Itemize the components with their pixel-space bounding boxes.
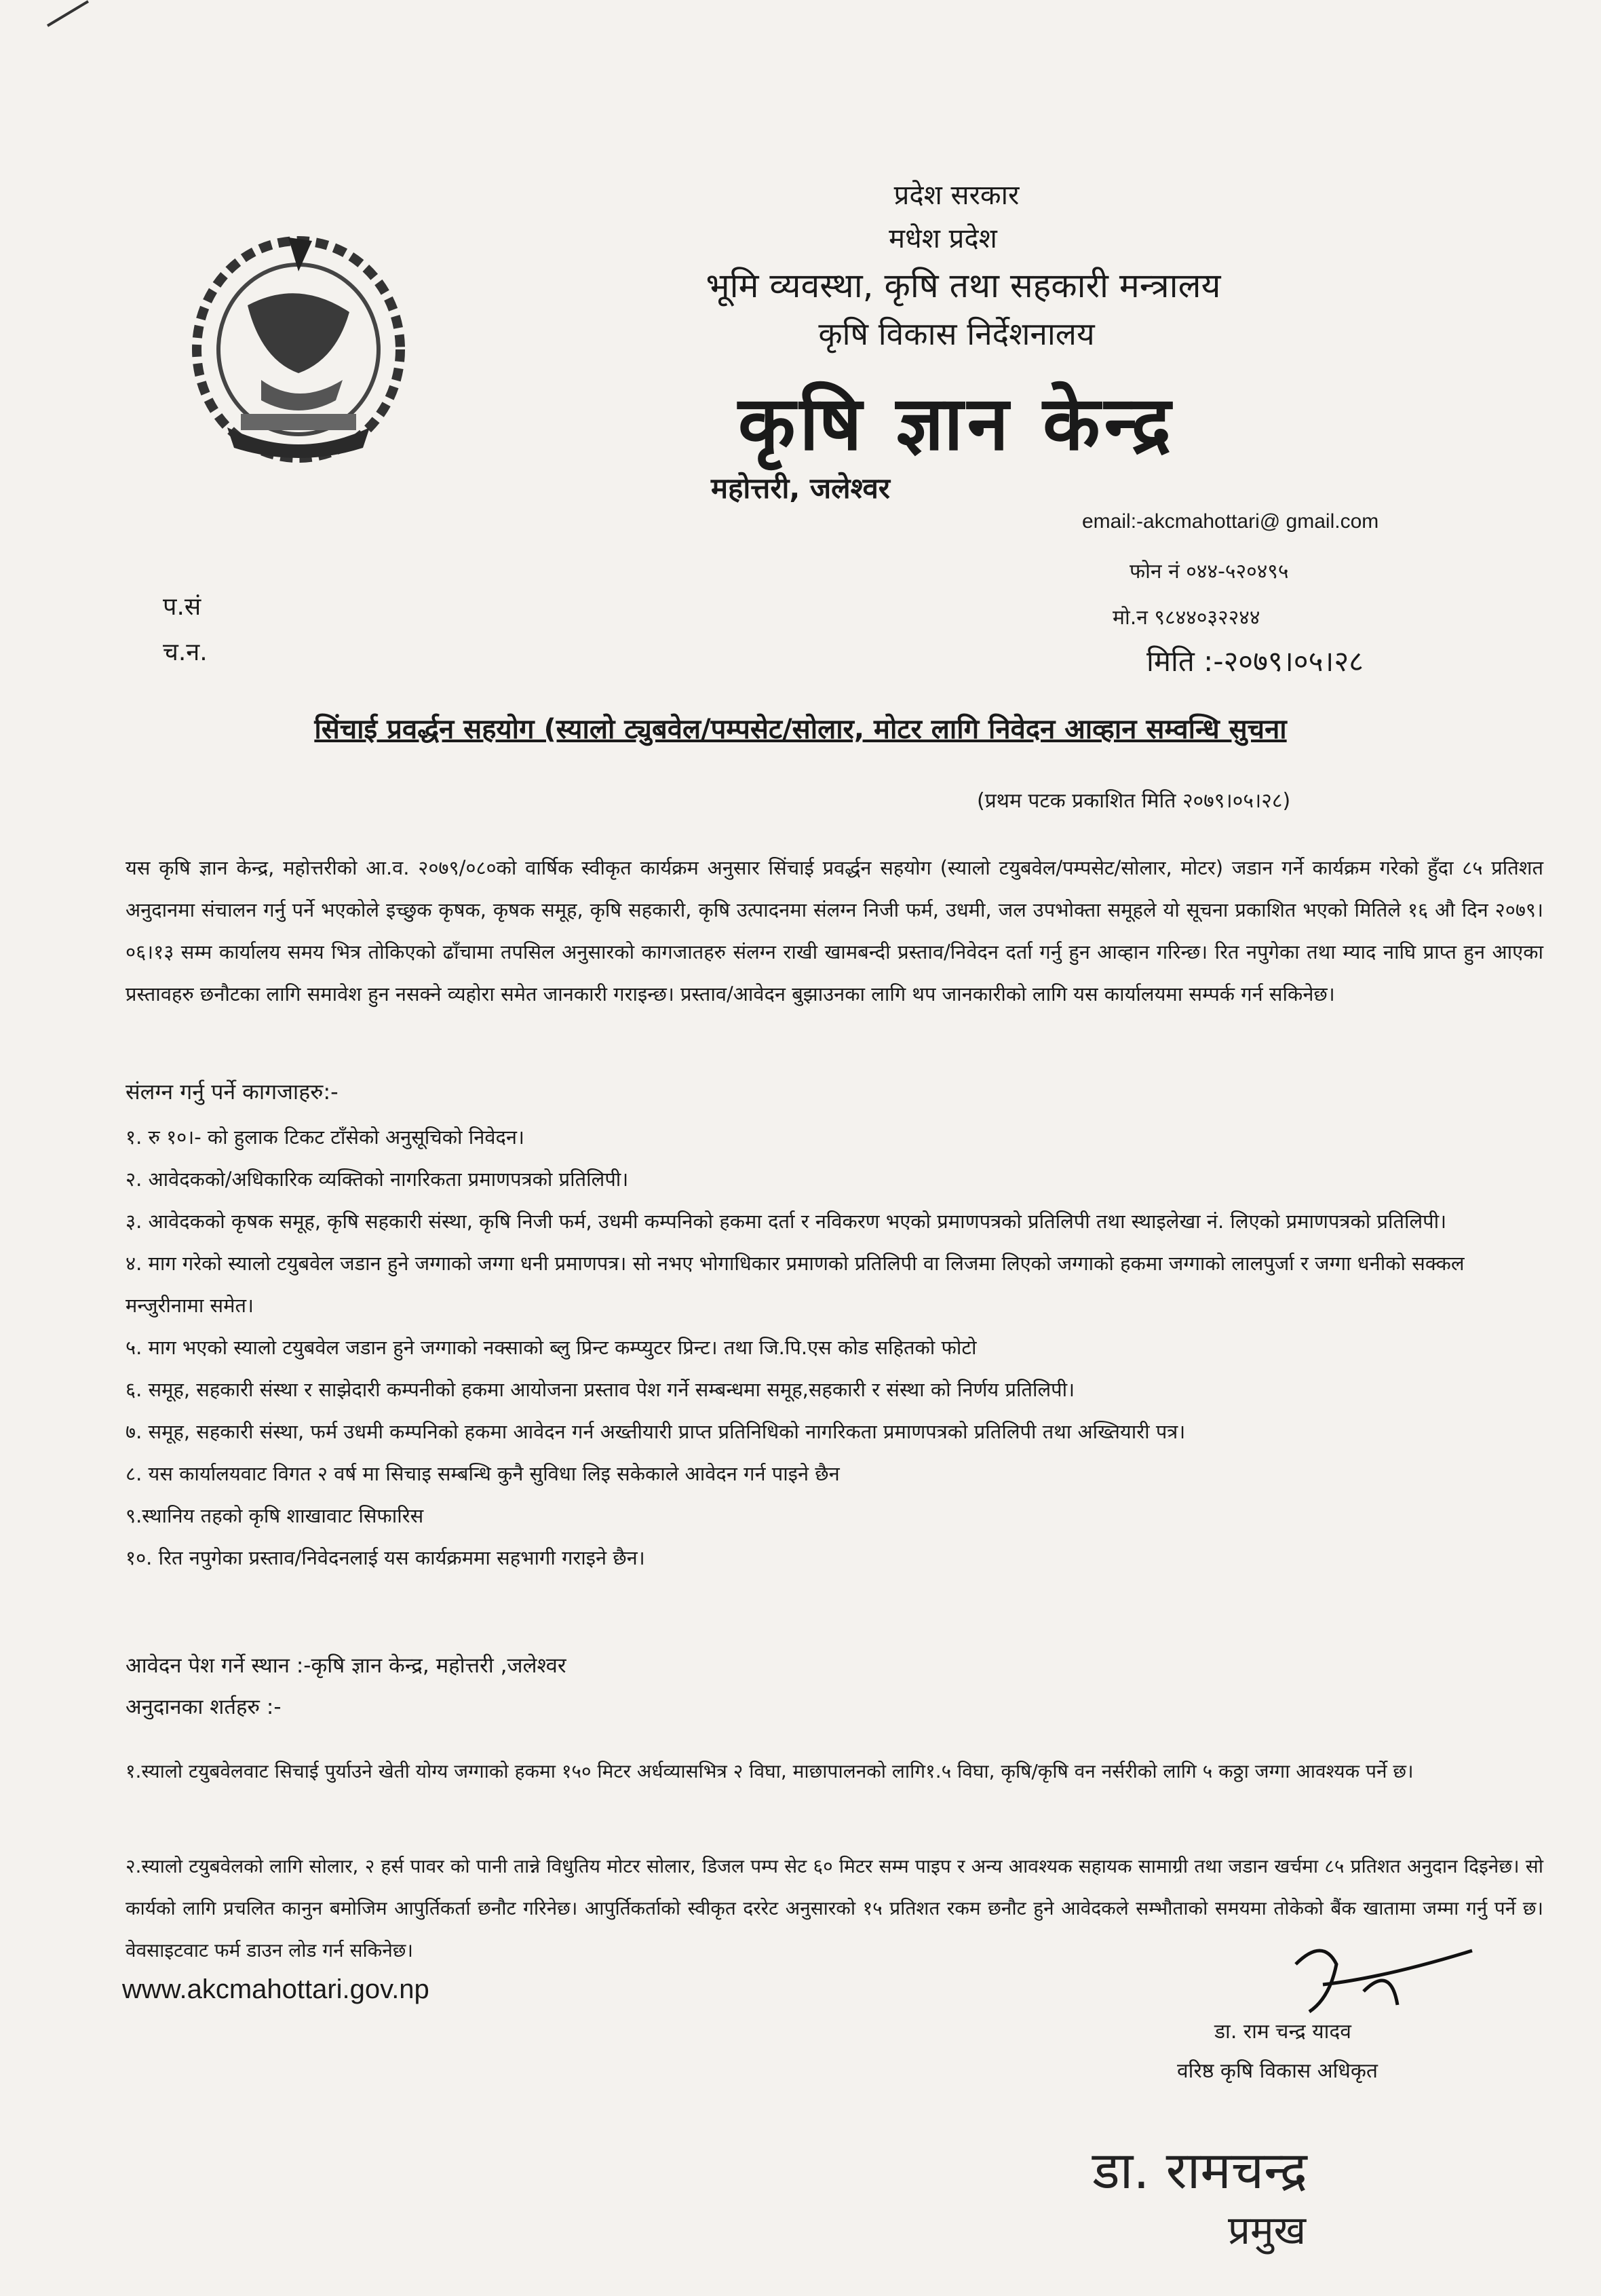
header-line-2: मधेश प्रदेश [889,223,997,254]
list-item: ५. माग भएको स्यालो टयुबवेल जडान हुने जग्गाको नक्साको ब्लु प्रिन्ट कम्प्युटर प्रिन्ट। तथा जि.पि.एस कोड सहितको फोटो [126,1336,977,1359]
website-link[interactable]: www.akcmahottari.gov.np [122,1974,429,2004]
office-location: महोत्तरी, जलेश्वर [711,472,890,505]
list-item: ७. समूह, सहकारी संस्था, फर्म उधमी कम्पनिको हकमा आवेदन गर्न अख्तीयारी प्राप्त प्रतिनिधिको नागरिकता प्रमाणपत्रको प्रतिलिपी तथा अख्तियारी पत्र। [126,1420,1186,1443]
list-item: १. रु १०।- को हुलाक टिकट टाँसेको अनुसूचिको निवेदन। [126,1126,524,1149]
list-item: ८. यस कार्यालयवाट विगत २ वर्ष मा सिचाइ सम्बन्धि कुनै सुविधा लिइ सकेकाले आवेदन गर्न पाइने छैन [126,1462,840,1485]
intro-paragraph: यस कृषि ज्ञान केन्द्र, महोत्तरीको आ.व. २०७९/०८०को वार्षिक स्वीकृत कार्यक्रम अनुसार सिंचाई प्रवर्द्धन सहयोग (स्यालो टयुबवेल/पम्पसेट/सोलार, मोटर) जडान गर्ने कार्यक्रम गरेको हुँदा ८५ प्रतिशत अनुदानमा संचालन गर्नु पर्ने भएकोले इच्छुक कृषक, कृषक समूह, कृषि सहकारी, कृषि उत्पादनमा संलग्न निजी फर्म, उधमी, जल उपभोक्ता समूहले यो सूचना प्रकाशित भएको मितिले १६ औ दिन २०७९।०६।१३ सम्म कार्यालय समय भित्र तोकिएको ढाँचामा तपसिल अनुसारको कागजातहरु संलग्न राखी खामबन्दी प्रस्ताव/निवेदन दर्ता गर्नु हुन आव्हान गरिन्छ। रित नपुगेका तथा म्याद नाघि प्राप्त हुन आएका प्रस्तावहरु छनौटका लागि समावेश हुन नसक्ने व्यहोरा समेत जानकारी गराइन्छ। प्रस्ताव/आवेदन बुझाउनका लागि थप जानकारीको लागि यस कार्यालयमा सम्पर्क गर्न सकिनेछ। [126,856,1543,1006]
reference-cn: च.न. [163,638,208,666]
condition-item: २.स्यालो टयुबवेलको लागि सोलार, २ हर्स पावर को पानी तान्ने विधुतिय मोटर सोलार, डिजल पम्प सेट ६० मिटर सम्म पाइप र अन्य आवश्यक सहायक सामाग्री तथा जडान खर्चमा ८५ प्रतिशत अनुदान दिइनेछ। सो कार्यको लागि प्रचलित कानुन बमोजिम आपुर्तिकर्ता छनौट गरिनेछ। आपुर्तिकर्ताको स्वीकृत दररेट अनुसारको १५ प्रतिशत रकम छनौट हुने आवेदकले सम्भौताको समयमा तोकेको बैंक खातामा जम्मा गर्नु पर्ने छ। वेवसाइटवाट फर्म डाउन लोड गर्न सकिनेछ। [126,1855,1543,1962]
signature-image [1282,1937,1486,2025]
list-item: १०. रित नपुगेका प्रस्ताव/निवेदनलाई यस कार्यक्रममा सहभागी गराइने छैन। [126,1546,645,1569]
stamp-name: डा. रामचन्द्र [1092,2140,1307,2200]
letter-date: मिति :-२०७९।०५।२८ [1146,645,1364,678]
reference-ps: प.सं [163,593,201,621]
first-published-date: (प्रथम पटक प्रकाशित मिति २०७९।०५।२८) [977,789,1291,813]
application-place: आवेदन पेश गर्ने स्थान :-कृषि ज्ञान केन्द्र, महोत्तरी ,जलेश्वर [126,1653,566,1678]
list-item: ९.स्थानिय तहको कृषि शाखावाट सिफारिस [126,1504,424,1527]
condition-item: १.स्यालो टयुबवेलवाट सिचाई पुर्याउने खेती योग्य जग्गाको हकमा १५० मिटर अर्धव्यासभित्र २ विघा, माछापालनको लागि१.५ विघा, कृषि/कृषि वन नर्सरीको लागि ५ कठ्ठा जग्गा आवश्यक पर्ने छ। [126,1760,1414,1782]
stamp-title: प्रमुख [1228,2207,1307,2253]
contact-phone: फोन नं ०४४-५२०४९५ [1130,560,1289,583]
list-item: २. आवेदकको/अधिकारिक व्यक्तिको नागरिकता प्रमाणपत्रको प्रतिलिपी। [126,1168,629,1191]
header-directorate: कृषि विकास निर्देशनालय [818,315,1095,352]
signatory-name: डा. राम चन्द्र यादव [1214,2020,1351,2044]
contact-email: email:-akcmahottari@ gmail.com [1082,510,1379,533]
header-ministry: भूमि व्यवस्था, कृषि तथा सहकारी मन्त्रालय [706,266,1221,305]
list-item: ३. आवेदकको कृषक समूह, कृषि सहकारी संस्था, कृषि निजी फर्म, उधमी कम्पनिको हकमा दर्ता र नविकरण भएको प्रमाणपत्रको प्रतिलिपी तथा स्थाइलेखा नं. लिएको प्रमाणपत्रको प्रतिलिपी। [126,1210,1447,1233]
signatory-title: वरिष्ठ कृषि विकास अधिकृत [1177,2059,1378,2083]
list-item: ४. माग गरेको स्यालो टयुबवेल जडान हुने जग्गाको जग्गा धनी प्रमाणपत्र। सो नभए भोगाधिकार प्रमाणको प्रतिलिपी वा लिजमा लिएको जग्गाको हकमा जग्गाको लालपुर्जा र जग्गा धनीको सक्कल मन्जुरीनामा समेत। [126,1252,1465,1317]
office-title: कृषि ज्ञान केन्द्र [737,380,1176,467]
contact-mobile: मो.न ९८४४०३२२४४ [1113,606,1260,630]
notice-subject: सिंचाई प्रवर्द्धन सहयोग (स्यालो ट्युबवेल/पम्पसेट/सोलार, मोटर लागि निवेदन आव्हान सम्वन्धि सुचना [314,714,1287,745]
header-line-1: प्रदेश सरकार [893,180,1020,211]
corner-mark [41,0,95,27]
documents-heading: संलग्न गर्नु पर्ने कागजाहरु:- [126,1079,339,1105]
list-item: ६. समूह, सहकारी संस्था र साझेदारी कम्पनीको हकमा आयोजना प्रस्ताव पेश गर्ने सम्बन्धमा समूह,सहकारी र संस्था को निर्णय प्रतिलिपी। [126,1378,1075,1401]
documents-list [126,1116,1543,1579]
conditions-heading: अनुदानका शर्तहरु :- [126,1695,282,1719]
